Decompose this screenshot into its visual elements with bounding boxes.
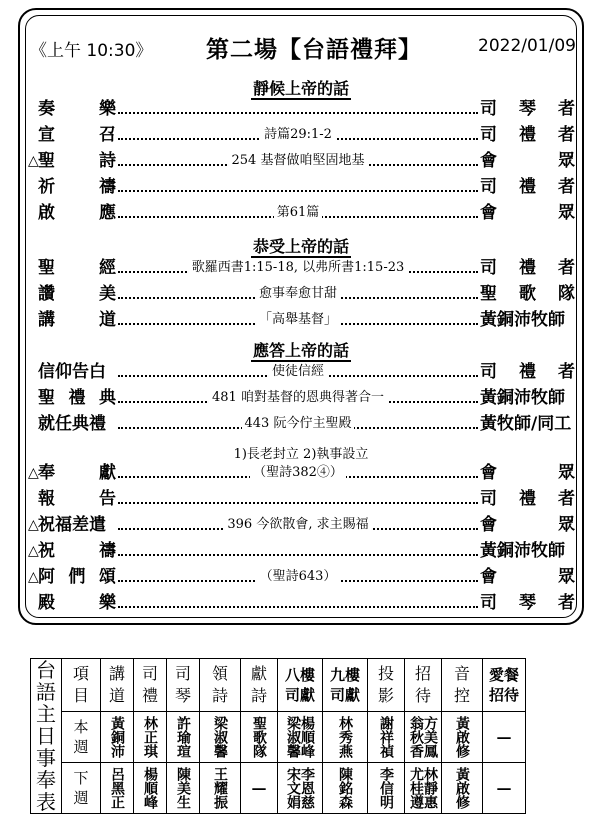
roster-cell: 方美鳳 翁秋香: [405, 712, 442, 763]
congregation-stand-mark: △: [28, 569, 39, 585]
congregation-stand-mark: △: [28, 517, 39, 533]
worship-item: [0, 98, 602, 120]
roster-header-0: 講 道: [101, 659, 134, 712]
item-name: 報 告: [38, 489, 116, 509]
item-name: 奉 獻: [38, 463, 116, 483]
item-name: 講 道: [38, 310, 116, 330]
item-detail: 詩篇29:1-2: [118, 124, 478, 146]
worship-item: [0, 124, 602, 146]
roster-cell: 黃銅沛: [101, 712, 134, 763]
item-detail: 愈事奉愈甘甜: [118, 283, 478, 305]
roster-header-9: 音 控: [442, 659, 483, 712]
item-name: 阿 們 頌: [38, 567, 116, 587]
roster-cell: 黃啟修: [442, 763, 483, 814]
item-name: 啟 應: [38, 203, 116, 223]
worship-item: [0, 283, 602, 305]
item-detail: 481 咱對基督的恩典得著合一: [118, 387, 478, 409]
item-name: 聖 經: [38, 258, 116, 278]
congregation-stand-mark: △: [28, 543, 39, 559]
roster-cell: 李信明: [368, 763, 405, 814]
item-name: 讚 美: [38, 284, 116, 304]
item-detail: 443 阮今佇主聖殿: [118, 413, 478, 435]
leader-dots: [118, 554, 478, 556]
roster-cell: 楊順峰: [134, 763, 167, 814]
item-name: 祈 禱: [38, 177, 116, 197]
item-name: 聖 詩: [38, 151, 116, 171]
worship-item: [0, 176, 602, 198]
item-name: 就任典禮: [38, 414, 106, 434]
roster-header-4: 獻 詩: [241, 659, 278, 712]
roster-cell: 許瑜瑄: [167, 712, 200, 763]
roster-cell: 梁淑馨: [200, 712, 241, 763]
worship-item: [0, 257, 602, 279]
roster-cell: —: [483, 763, 526, 814]
item-detail: （聖詩643）: [118, 566, 478, 588]
roster-header-8: 招 待: [405, 659, 442, 712]
item-leader: 司 琴 者: [480, 593, 575, 613]
item-leader: 聖 歌 隊: [480, 284, 575, 304]
worship-item: [0, 488, 602, 510]
row-this-week: 本 週: [62, 712, 101, 763]
item-leader: 黃銅沛牧師: [480, 388, 565, 408]
leader-dots: [118, 112, 478, 114]
roster-header-3: 領 詩: [200, 659, 241, 712]
roster-cell: 聖歌隊: [241, 712, 278, 763]
item-name: 奏 樂: [38, 99, 116, 119]
item-detail: 「高舉基督」: [118, 309, 478, 331]
worship-item: [0, 592, 602, 614]
item-leader: 會 眾: [480, 463, 575, 483]
item-leader: 會 眾: [480, 151, 575, 171]
item-detail: 第61篇: [118, 202, 478, 224]
worship-item: [0, 202, 602, 224]
ceremony-note: 1)長老封立 2)執事設立: [233, 447, 369, 462]
item-leader: 黃銅沛牧師: [480, 310, 565, 330]
item-detail: （聖詩382④）: [118, 462, 478, 484]
service-date: 2022/01/09: [478, 36, 576, 56]
worship-item: [0, 413, 602, 435]
item-name: 信仰告白: [38, 362, 106, 382]
roster-cell: 謝祥禎: [368, 712, 405, 763]
roster-header-6: 九樓 司獻: [323, 659, 368, 712]
item-leader: 司 禮 者: [480, 489, 575, 509]
roster-header-1: 司 禮: [134, 659, 167, 712]
worship-item: [0, 540, 602, 562]
congregation-stand-mark: △: [28, 465, 39, 481]
item-leader: 司 琴 者: [480, 99, 575, 119]
roster-cell: 陳銘森: [323, 763, 368, 814]
worship-item: [0, 566, 602, 588]
item-leader: 黃牧師/同工: [480, 414, 572, 434]
roster-cell: —: [483, 712, 526, 763]
item-detail: 歌羅西書1:15-18, 以弗所書1:15-23: [118, 257, 478, 279]
page-title: 第二場【台語禮拜】: [206, 37, 422, 63]
leader-dots: [118, 190, 478, 192]
duty-roster-table: [30, 658, 526, 814]
item-leader: 會 眾: [480, 203, 575, 223]
congregation-stand-mark: △: [28, 153, 39, 169]
section-heading: 恭受上帝的話: [252, 237, 349, 256]
roster-header-7: 投 影: [368, 659, 405, 712]
leader-dots: [118, 502, 478, 504]
roster-title: 台 語 主 日 事 奉 表: [31, 659, 62, 814]
worship-item: [0, 387, 602, 409]
item-leader: 黃銅沛牧師: [480, 541, 565, 561]
roster-cell: 林正琪: [134, 712, 167, 763]
item-detail: 使徒信經: [118, 361, 478, 383]
leader-dots: [118, 606, 478, 608]
roster-cell: —: [241, 763, 278, 814]
roster-cell: 黃啟修: [442, 712, 483, 763]
item-leader: 司 禮 者: [480, 177, 575, 197]
item-leader: 司 禮 者: [480, 362, 575, 382]
roster-cell: 陳美生: [167, 763, 200, 814]
roster-header-10: 愛餐 招待: [483, 659, 526, 712]
worship-item: [0, 462, 602, 484]
item-leader: 司 禮 者: [480, 258, 575, 278]
roster-header-5: 八樓 司獻: [278, 659, 323, 712]
item-name: 聖 禮 典: [38, 388, 116, 408]
item-leader: 會 眾: [480, 567, 575, 587]
item-name: 殿 樂: [38, 593, 116, 613]
section-heading: 靜候上帝的話: [252, 79, 349, 98]
roster-cell: 林秀燕: [323, 712, 368, 763]
item-leader: 司 禮 者: [480, 125, 575, 145]
item-detail: 254 基督做咱堅固地基: [118, 150, 478, 172]
roster-header-2: 司 琴: [167, 659, 200, 712]
worship-item: [0, 514, 602, 536]
roster-cell: 李恩慈 宋文娟: [278, 763, 323, 814]
roster-cell: 林靜惠 尤桂遵: [405, 763, 442, 814]
item-detail: 396 今欲散會, 求主賜福: [118, 514, 478, 536]
section-heading: 應答上帝的話: [252, 341, 349, 360]
item-name: 宣 召: [38, 125, 116, 145]
item-name: 祝 禱: [38, 541, 116, 561]
worship-item: [0, 361, 602, 383]
roster-cell: 楊順峰 梁淑馨: [278, 712, 323, 763]
roster-header-item: 項 目: [62, 659, 101, 712]
row-next-week: 下 週: [62, 763, 101, 814]
worship-item: [0, 309, 602, 331]
item-name: 祝福差遣: [38, 515, 106, 535]
roster-cell: 王耀振: [200, 763, 241, 814]
service-time: 《上午 10:30》: [30, 41, 153, 61]
worship-item: [0, 150, 602, 172]
item-leader: 會 眾: [480, 515, 575, 535]
roster-cell: 呂黑正: [101, 763, 134, 814]
